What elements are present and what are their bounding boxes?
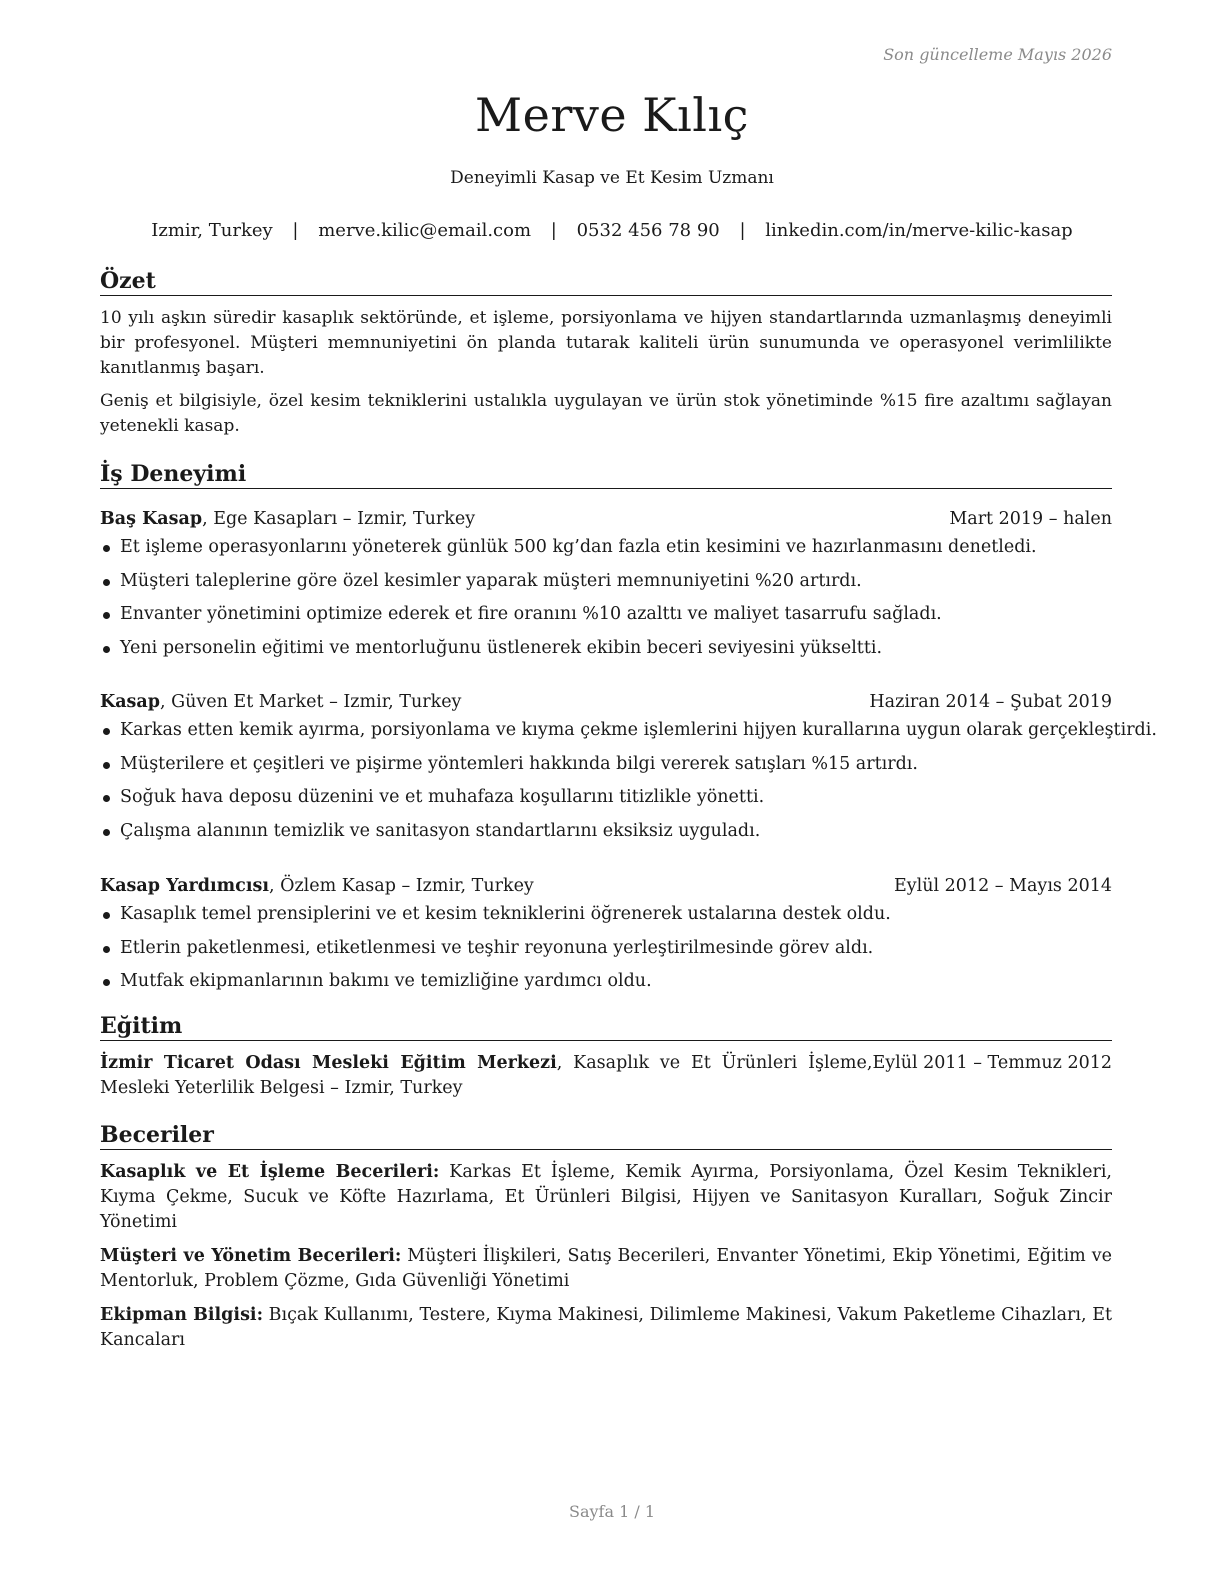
contact-location: Izmir, Turkey xyxy=(151,220,273,241)
skill-group xyxy=(100,1160,1112,1235)
job-company: , Güven Et Market – Izmir, Turkey xyxy=(159,692,462,712)
job-header xyxy=(100,507,1112,531)
job-dates: Eylül 2012 – Mayıs 2014 xyxy=(893,876,1112,896)
job-header xyxy=(100,874,1112,898)
skill-group-label: Kasaplık ve Et İşleme Becerileri: xyxy=(100,1162,440,1182)
job-dates: Mart 2019 – halen xyxy=(949,509,1112,529)
job-bullet: Soğuk hava deposu düzenini ve et muhafaza koşullarını titizlikle yönetti. xyxy=(100,785,1112,809)
experience-section xyxy=(100,461,1112,499)
job-header xyxy=(100,690,1112,714)
education-dates: Eylül 2011 – Temmuz 2012 xyxy=(872,1053,1112,1073)
skill-group-label: Müşteri ve Yönetim Becerileri: xyxy=(100,1246,402,1266)
skill-group xyxy=(100,1244,1112,1294)
job-bullet: Karkas etten kemik ayırma, porsiyonlama ve kıyma çekme işlemlerini hijyen kurallarına uygun olarak gerçekleştirdi. xyxy=(100,718,1112,742)
skill-group-items: Bıçak Kullanımı, Testere, Kıyma Makinesi, Dilimleme Makinesi, Vakum Paketleme Cihazları, Et Kancaları xyxy=(100,1305,1112,1350)
skills-section xyxy=(100,1122,1112,1362)
education-section xyxy=(100,1013,1112,1101)
summary-section xyxy=(100,268,1112,447)
contact-separator: | xyxy=(550,220,557,241)
job-bullet: Etlerin paketlenmesi, etiketlenmesi ve teşhir reyonuna yerleştirilmesinde görev aldı. xyxy=(100,936,1112,960)
job-role: Kasap xyxy=(100,692,160,712)
last-updated: Son güncelleme Mayıs 2026 xyxy=(883,45,1112,64)
contact-email[interactable]: merve.kilic@email.com xyxy=(318,220,532,241)
job-entry xyxy=(100,690,1157,852)
job-bullet: Yeni personelin eğitimi ve mentorluğunu üstlenerek ekibin beceri seviyesini yükseltti. xyxy=(100,636,1112,660)
skill-group-label: Ekipman Bilgisi: xyxy=(100,1305,264,1325)
job-bullet: Çalışma alanının temizlik ve sanitasyon standartlarını eksiksiz uyguladı. xyxy=(100,819,1112,843)
contact-phone[interactable]: 0532 456 78 90 xyxy=(576,220,720,241)
job-bullet: Envanter yönetimini optimize ederek et fire oranını %10 azalttı ve maliyet tasarrufu sağladı. xyxy=(100,602,1112,626)
job-company: , Ege Kasapları – Izmir, Turkey xyxy=(202,509,476,529)
skill-group xyxy=(100,1303,1112,1353)
candidate-name: Merve Kılıç xyxy=(475,88,749,142)
contact-separator: | xyxy=(292,220,299,241)
job-company: , Özlem Kasap – Izmir, Turkey xyxy=(268,876,534,896)
skill-group-items: Müşteri İlişkileri, Satış Becerileri, Envanter Yönetimi, Ekip Yönetimi, Eğitim ve Mentorluk, Problem Çözme, Gıda Güvenliği Yönetimi xyxy=(100,1246,1112,1291)
contact-linkedin[interactable]: linkedin.com/in/merve-kilic-kasap xyxy=(765,220,1073,241)
job-bullets xyxy=(100,535,1112,660)
skill-group-items: Karkas Et İşleme, Kemik Ayırma, Porsiyonlama, Özel Kesim Teknikleri, Kıyma Çekme, Sucuk ve Köfte Hazırlama, Et Ürünleri Bilgisi, Hijyen ve Sanitasyon Kuralları, Soğuk Zincir Yönetimi xyxy=(100,1162,1112,1232)
education-title: Eğitim xyxy=(100,1013,1112,1041)
headline: Deneyimli Kasap ve Et Kesim Uzmanı xyxy=(450,168,774,188)
education-entry xyxy=(100,1051,1112,1101)
job-role: Baş Kasap xyxy=(100,509,203,529)
summary-title: Özet xyxy=(100,268,1112,296)
experience-title: İş Deneyimi xyxy=(100,461,1112,489)
job-bullet: Kasaplık temel prensiplerini ve et kesim tekniklerini öğrenerek ustalarına destek oldu. xyxy=(100,902,1112,926)
education-program: , Kasaplık ve Et Ürünleri İşleme, Mesleki Yeterlilik Belgesi – Izmir, Turkey xyxy=(100,1053,873,1098)
summary-paragraph: Geniş et bilgisiyle, özel kesim tekniklerini ustalıkla uygulayan ve ürün stok yönetiminde %15 fire azaltımı sağlayan yetenekli kasap. xyxy=(100,391,1112,436)
skills-title: Beceriler xyxy=(100,1122,1112,1150)
job-entry xyxy=(100,874,1112,1003)
job-dates: Haziran 2014 – Şubat 2019 xyxy=(869,692,1112,712)
job-bullet: Et işleme operasyonlarını yöneterek günlük 500 kg’dan fazla etin kesimini ve hazırlanmasını denetledi. xyxy=(100,535,1112,559)
job-bullets xyxy=(100,902,1112,993)
job-entry xyxy=(100,507,1112,669)
job-bullet: Müşteri taleplerine göre özel kesimler yaparak müşteri memnuniyetini %20 artırdı. xyxy=(100,569,1112,593)
education-school: İzmir Ticaret Odası Mesleki Eğitim Merkezi xyxy=(100,1053,557,1073)
job-bullet: Müşterilere et çeşitleri ve pişirme yöntemleri hakkında bilgi vererek satışları %15 artırdı. xyxy=(100,752,1112,776)
job-bullet: Mutfak ekipmanlarının bakımı ve temizliğine yardımcı oldu. xyxy=(100,969,1112,993)
contact-line xyxy=(0,220,1224,241)
page-number: Sayfa 1 / 1 xyxy=(568,1502,655,1521)
job-role: Kasap Yardımcısı xyxy=(100,876,269,896)
summary-paragraph: 10 yılı aşkın süredir kasaplık sektöründe, et işleme, porsiyonlama ve hijyen standartlarında uzmanlaşmış deneyimli bir profesyonel. Müşteri memnuniyetini ön planda tutarak kaliteli ürün sunumunda ve operasyonel verimlilikte kanıtlanmış başarı. xyxy=(100,308,1112,378)
contact-separator: | xyxy=(739,220,746,241)
job-bullets xyxy=(100,718,1157,843)
